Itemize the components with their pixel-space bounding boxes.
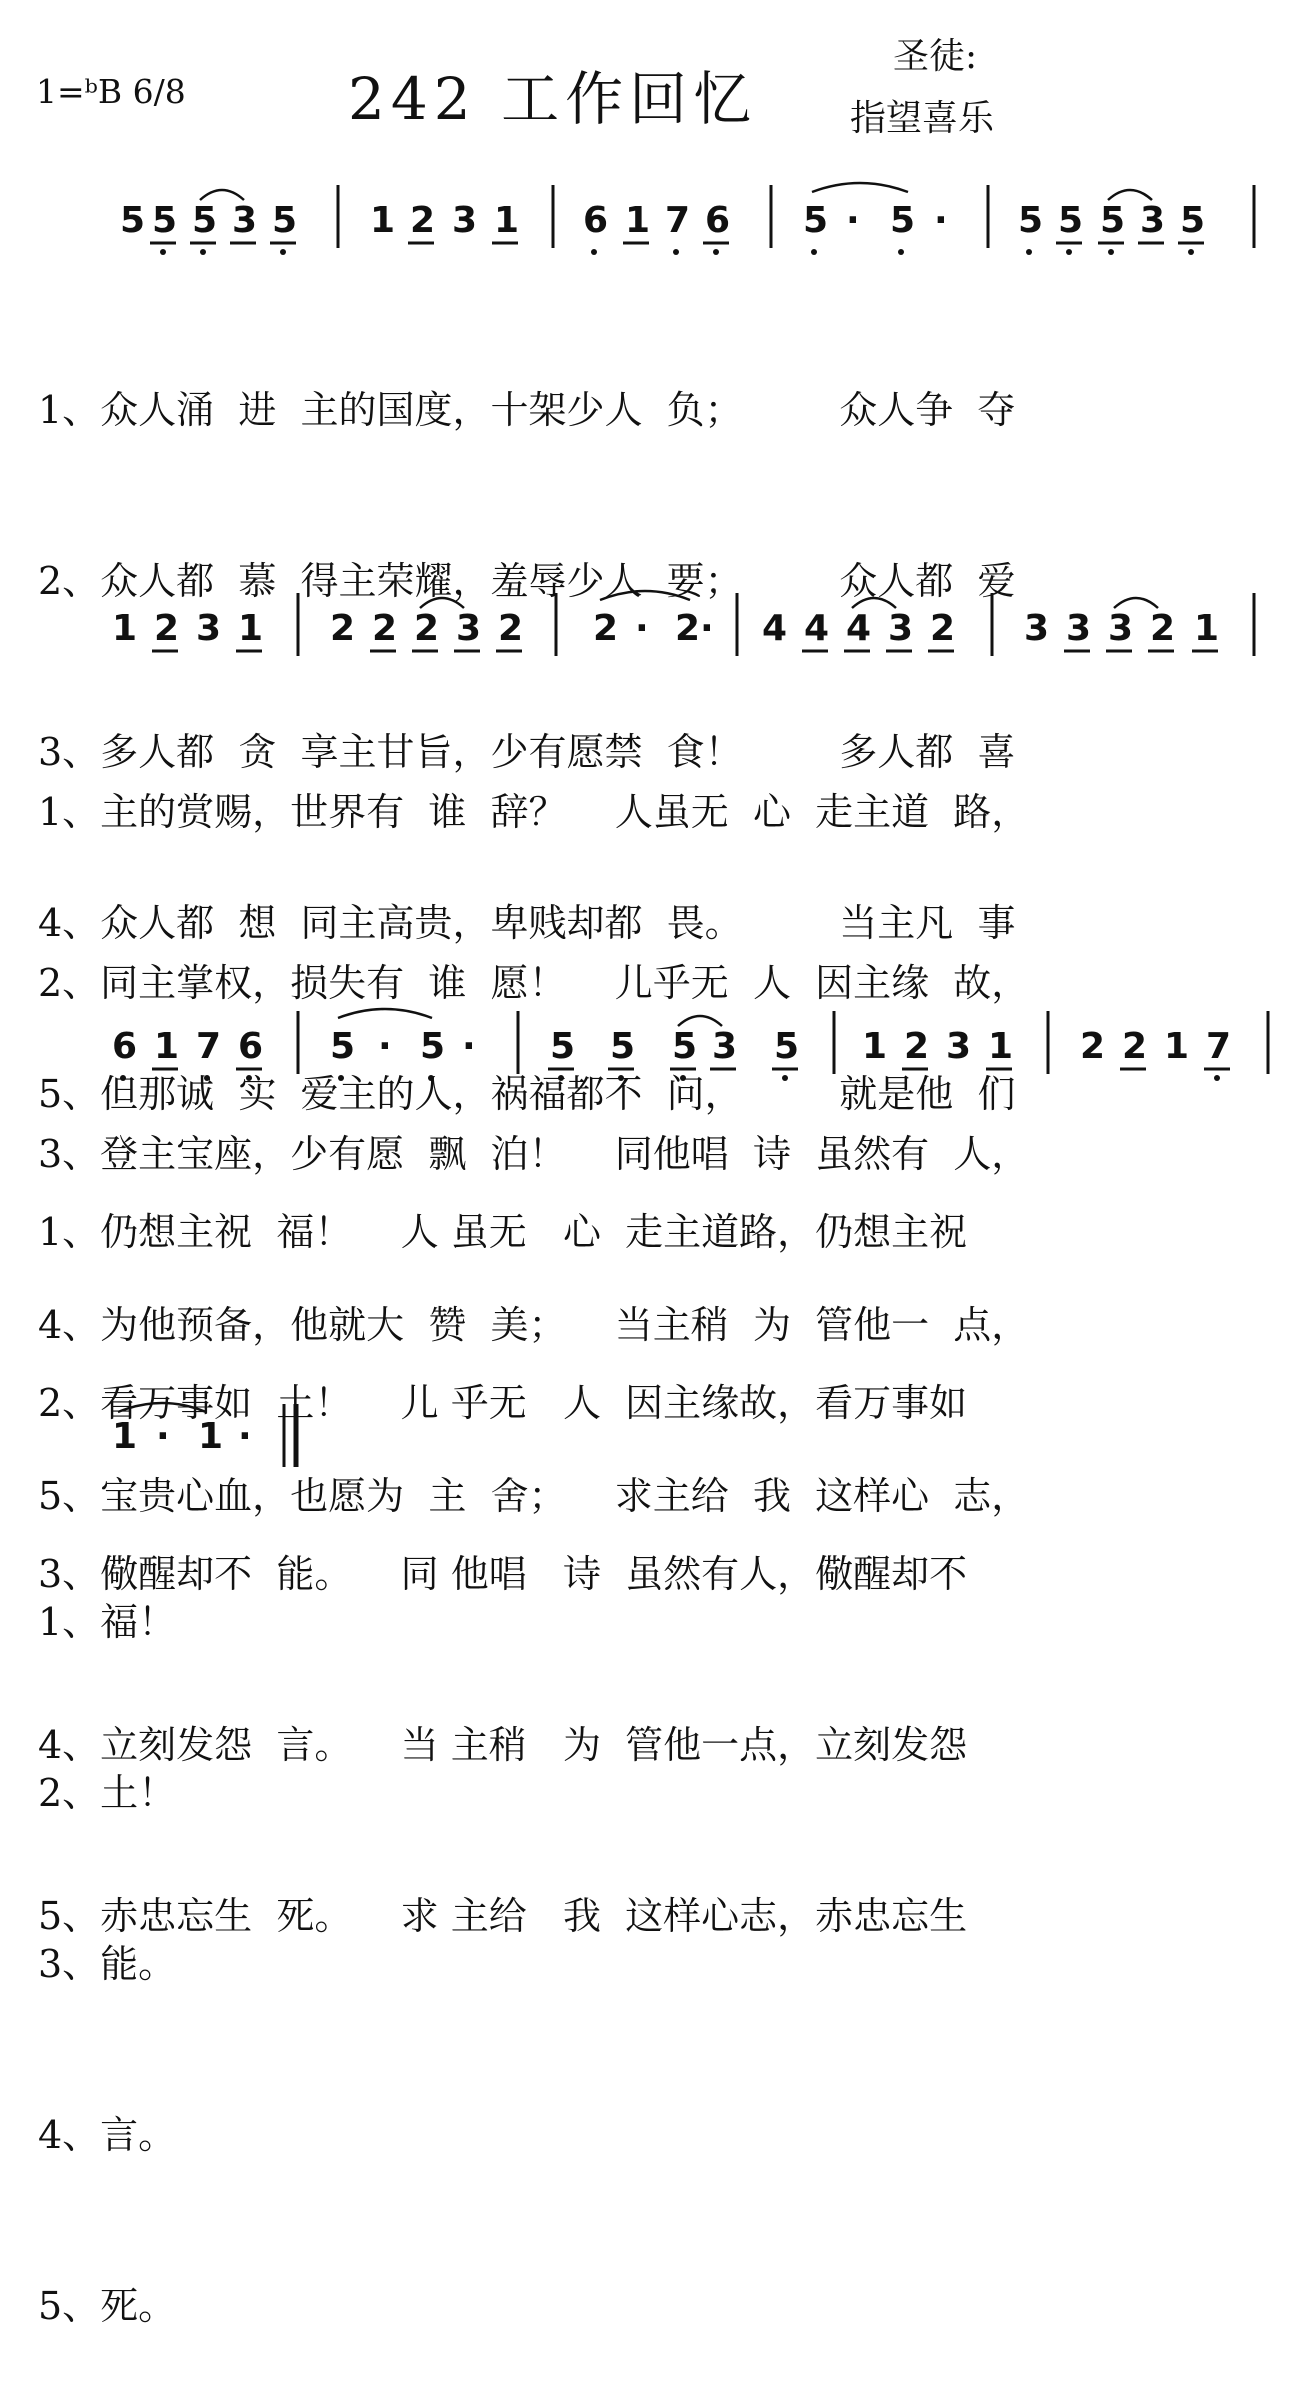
numbered-note: 5: [1100, 200, 1126, 241]
svg-text:1: 1: [112, 1416, 138, 1457]
numbered-note: 2: [410, 200, 436, 241]
numbered-note: 6: [705, 200, 731, 241]
verse-line: 4、言。: [38, 2113, 177, 2157]
svg-text:2: 2: [1080, 1026, 1106, 1067]
author-label: 圣徒:: [893, 36, 978, 77]
svg-text:2: 2: [330, 608, 356, 649]
numbered-note: 5: [152, 200, 178, 241]
numbered-note: 5: [1058, 200, 1084, 241]
numbered-note: 1: [494, 200, 520, 241]
svg-text:3: 3: [196, 608, 222, 649]
numbered-note: 3: [452, 200, 478, 241]
numbered-note: 5: [890, 200, 916, 241]
svg-text:3: 3: [456, 608, 482, 649]
numbered-note: 5: [1180, 200, 1206, 241]
verse-line: 3、能。: [38, 1942, 177, 1986]
verse-line: 1、众人涌 进 主的国度，十架少人 负； 众人争 夺: [38, 388, 1016, 432]
svg-text:7: 7: [196, 1026, 222, 1067]
verse-line: 2、看万事如 土！ 儿 乎无 人 因主缘故，看万事如: [38, 1381, 968, 1425]
verse-line: 3、儆醒却不 能。 同 他唱 诗 虽然有人，儆醒却不: [38, 1552, 968, 1596]
numbered-note: ·: [934, 200, 948, 241]
svg-text:2: 2: [154, 608, 180, 649]
numbered-note: 5: [272, 200, 298, 241]
verse-line: 2、土！: [38, 1771, 177, 1815]
slur: [812, 183, 908, 192]
numbered-note: 1: [370, 200, 396, 241]
svg-text:3: 3: [1108, 608, 1134, 649]
numbered-note: 5: [1018, 200, 1044, 241]
key-signature: 1=ᵇB 6/8: [36, 72, 186, 111]
svg-text:1: 1: [988, 1026, 1014, 1067]
svg-text:1: 1: [238, 608, 264, 649]
verse-line: 5、赤忠忘生 死。 求 主给 我 这样心志，赤忠忘生: [38, 1894, 968, 1938]
svg-text:·: ·: [378, 1026, 392, 1067]
svg-text:5: 5: [672, 1026, 698, 1067]
svg-text:2: 2: [930, 608, 956, 649]
svg-text:1: 1: [862, 1026, 888, 1067]
verse-line: 3、登主宝座，少有愿 飘 泊！ 同他唱 诗 虽然有 人，: [38, 1132, 1030, 1176]
numbered-note: 1: [625, 200, 651, 241]
verse-line: 1、福！: [38, 1600, 177, 1644]
svg-text:·: ·: [156, 1416, 170, 1457]
svg-text:·: ·: [635, 608, 649, 649]
svg-text:·: ·: [700, 608, 714, 649]
svg-text:5: 5: [774, 1026, 800, 1067]
svg-text:3: 3: [1066, 608, 1092, 649]
svg-text:5: 5: [550, 1026, 576, 1067]
svg-text:3: 3: [888, 608, 914, 649]
numbered-note: 5: [803, 200, 829, 241]
svg-text:1: 1: [154, 1026, 180, 1067]
verse-line: 5、死。: [38, 2284, 177, 2328]
verse-line: 3、多人都 贪 享主甘旨，少有愿禁 食！ 多人都 喜: [38, 730, 1016, 774]
numbered-note: 7: [665, 200, 691, 241]
numbered-note: 6: [583, 200, 609, 241]
slur: [200, 190, 244, 200]
verse-line: 1、仍想主祝 福！ 人 虽无 心 走主道路，仍想主祝: [38, 1210, 968, 1254]
svg-text:4: 4: [762, 608, 788, 649]
verse-line: 4、为他预备，他就大 赞 美； 当主稍 为 管他一 点，: [38, 1303, 1030, 1347]
svg-text:2: 2: [498, 608, 524, 649]
svg-text:3: 3: [946, 1026, 972, 1067]
svg-text:1: 1: [1194, 608, 1220, 649]
svg-text:5: 5: [610, 1026, 636, 1067]
svg-text:·: ·: [238, 1416, 252, 1457]
svg-text:5: 5: [420, 1026, 446, 1067]
svg-text:4: 4: [846, 608, 872, 649]
numbered-note: 3: [1140, 200, 1166, 241]
svg-text:1: 1: [198, 1416, 224, 1457]
verse-line: 1、主的赏赐，世界有 谁 辞？ 人虽无 心 走主道 路，: [38, 790, 1030, 834]
verse-block-4: [38, 1480, 176, 2392]
svg-text:1: 1: [1164, 1026, 1190, 1067]
verse-line: 4、立刻发怨 言。 当 主稍 为 管他一点，立刻发怨: [38, 1723, 968, 1767]
numbered-note: 3: [232, 200, 258, 241]
svg-text:2: 2: [593, 608, 619, 649]
svg-text:7: 7: [1206, 1026, 1232, 1067]
svg-text:2: 2: [1150, 608, 1176, 649]
svg-text:6: 6: [112, 1026, 138, 1067]
svg-text:2: 2: [904, 1026, 930, 1067]
numbered-note: ·: [846, 200, 860, 241]
slur: [1108, 190, 1152, 200]
svg-text:·: ·: [462, 1026, 476, 1067]
verse-line: 5、宝贵心血，也愿为 主 舍； 求主给 我 这样心 志，: [38, 1474, 1030, 1518]
verse-block-3: [38, 1090, 967, 2002]
svg-text:2: 2: [1122, 1026, 1148, 1067]
svg-text:4: 4: [804, 608, 830, 649]
svg-text:2: 2: [372, 608, 398, 649]
svg-text:1: 1: [112, 608, 138, 649]
system-1: [120, 183, 1254, 255]
svg-text:5: 5: [330, 1026, 356, 1067]
svg-text:6: 6: [238, 1026, 264, 1067]
svg-text:2: 2: [414, 608, 440, 649]
author-name: 指望喜乐: [850, 98, 995, 139]
svg-text:3: 3: [1024, 608, 1050, 649]
hymn-title: 242 工作回忆: [348, 65, 758, 133]
svg-text:3: 3: [712, 1026, 738, 1067]
svg-text:2: 2: [675, 608, 701, 649]
verse-line: 2、同主掌权，损失有 谁 愿！ 儿乎无 人 因主缘 故，: [38, 961, 1030, 1005]
verse-line: 5、但那诚 实 爱主的人，祸福都不 问， 就是他 们: [38, 1072, 1016, 1116]
numbered-note: 5: [120, 200, 146, 241]
numbered-note: 5: [192, 200, 218, 241]
verse-line: 4、众人都 想 同主高贵，卑贱却都 畏。 当主凡 事: [38, 901, 1016, 945]
verse-line: 2、众人都 慕 得主荣耀，羞辱少人 要； 众人都 爱: [38, 559, 1016, 603]
